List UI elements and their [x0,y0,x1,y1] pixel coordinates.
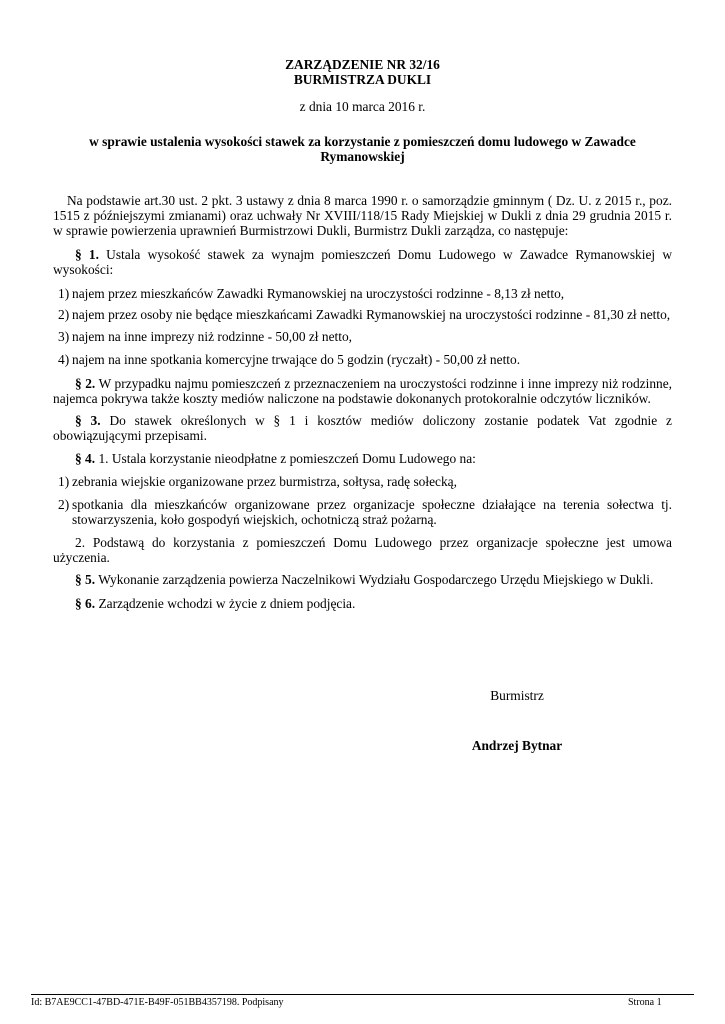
list-item-number: 3) [58,329,70,344]
list-item-text: najem na inne spotkania komercyjne trwające do 5 godzin (ryczałt) - 50,00 zł netto. [72,352,521,367]
signature-name: Andrzej Bytnar [471,738,563,753]
footer-divider [31,994,694,995]
list-item-number: 1) [58,474,70,489]
title-line-1: ZARZĄDZENIE NR 32/16 [285,57,440,72]
title-line-2: BURMISTRZA DUKLI [293,72,432,88]
paragraph-3 [53,413,672,443]
paragraph-2 [53,376,672,406]
paragraph-2-text: W przypadku najmu pomieszczeń z przeznaczeniem na uroczystości rodzinne i inne imprezy niż rodzinne, najemca pokrywa także koszty mediów naliczone na podstawie dokonanych protokoralnie odczytów liczników. [53,376,673,407]
signature-role: Burmistrz [490,688,544,703]
list-item-text: najem na inne imprezy niż rodzinne - 50,00 zł netto, [72,329,352,344]
paragraph-5-text: Wykonanie zarządzenia powierza Naczelnikowi Wydziału Gospodarczego Urzędu Miejskiego w Dukli. [98,572,654,587]
paragraph-5-label: § 5. [75,572,96,587]
paragraph-2-label: § 2. [75,376,96,391]
list-item-number: 2) [58,497,70,512]
list-item-text: spotkania dla mieszkańców organizowane przez organizacje społeczne działające na terenia sołectwa tj. stowarzyszenia, koło gospodyń wiejskich, ochotniczą straż pożarną. [72,497,672,528]
subject-line-2: Rymanowskiej [320,149,405,165]
footer-page-number: Strona 1 [628,997,662,1008]
paragraph-5 [53,572,672,587]
footer-document-id: Id: B7AE9CC1-47BD-471E-B49F-051BB4357198. Podpisany [31,997,284,1008]
paragraph-4-label: § 4. [75,451,96,466]
paragraph-6-text: Zarządzenie wchodzi w życie z dniem podjęcia. [98,596,356,611]
paragraph-3-text: Do stawek określonych w § 1 i kosztów mediów doliczony zostanie podatek Vat zgodnie z obowiązującymi przepisami. [53,413,672,444]
list-item [53,307,672,322]
paragraph-3-label: § 3. [75,413,101,428]
document-date: z dnia 10 marca 2016 r. [299,99,426,114]
list-item-number: 1) [58,286,70,301]
document-title [0,57,725,87]
list-item [53,329,672,344]
list-item-number: 4) [58,352,70,367]
paragraph-4-point-2: 2. Podstawą do korzystania z pomieszczeń Domu Ludowego przez organizacje społeczne jest umowa użyczenia. [53,535,672,566]
paragraph-4 [53,451,672,466]
paragraph-6-label: § 6. [75,596,96,611]
subject-line-1: w sprawie ustalenia wysokości stawek za korzystanie z pomieszczeń domu ludowego w Zawadce [89,134,636,149]
list-item [53,497,672,527]
paragraph-1-label: § 1. [75,247,99,262]
paragraph-6 [53,596,672,611]
document-subject [0,134,725,164]
paragraph-1-text: Ustala wysokość stawek za wynajm pomieszczeń Domu Ludowego w Zawadce Rymanowskiej w wysokości: [53,247,673,278]
list-item-text: najem przez mieszkańców Zawadki Rymanowskiej na uroczystości rodzinne - 8,13 zł netto, [72,286,565,301]
paragraph-1 [53,247,672,277]
list-item [53,286,672,301]
list-item-text: zebrania wiejskie organizowane przez burmistrza, sołtysa, radę sołecką, [72,474,457,489]
list-item [53,352,672,367]
list-item-number: 2) [58,307,70,322]
preamble: Na podstawie art.30 ust. 2 pkt. 3 ustawy z dnia 8 marca 1990 r. o samorządzie gminnym ( Dz. U. z 2015 r., poz. 1515 z późniejszymi zmianami) oraz uchwały Nr XVIII/118/15 Rady Miejskiej w Dukli z dnia 29 grudnia 2015 r. w sprawie powierzenia uprawnień Burmistrzowi Dukli, Burmistrz Dukli zarządza, co następuje: [53,193,672,239]
list-item-text: najem przez osoby nie będące mieszkańcami Zawadki Rymanowskiej na uroczystości rodzinne - 81,30 zł netto, [72,307,671,322]
list-item [53,474,672,489]
paragraph-4-text: 1. Ustala korzystanie nieodpłatne z pomieszczeń Domu Ludowego na: [98,451,476,466]
